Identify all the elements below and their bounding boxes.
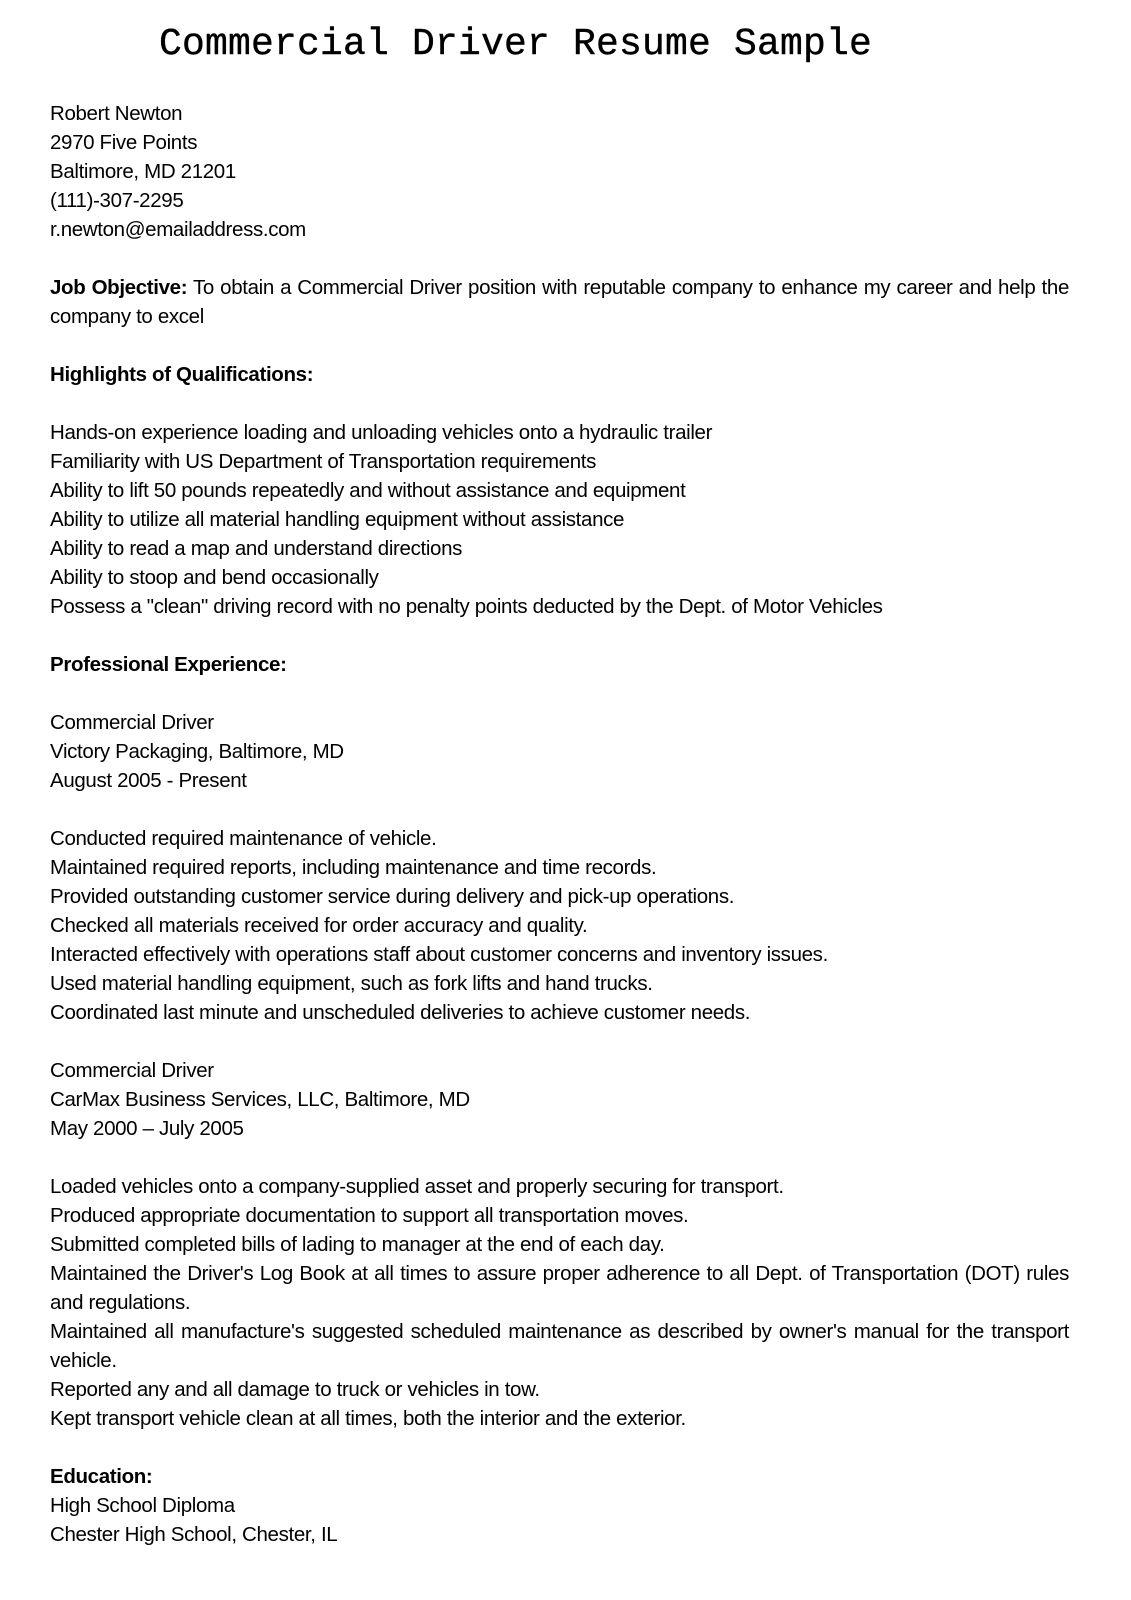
job-company: Victory Packaging, Baltimore, MD <box>50 740 344 763</box>
contact-line: (111)-307-2295 <box>50 189 184 212</box>
qualifications-list <box>50 418 1069 621</box>
job-title: Commercial Driver <box>50 711 214 734</box>
job-duty: Reported any and all damage to truck or vehicles in tow. <box>50 1378 540 1401</box>
job-duty: Submitted completed bills of lading to manager at the end of each day. <box>50 1233 665 1256</box>
qualification-item: Possess a "clean" driving record with no penalty points deducted by the Dept. of Motor Vehicles <box>50 595 883 618</box>
contact-block <box>50 99 1069 244</box>
qualification-item: Hands-on experience loading and unloading vehicles onto a hydraulic trailer <box>50 421 713 444</box>
education-item: High School Diploma <box>50 1494 235 1517</box>
experience-heading <box>50 650 1069 679</box>
job-duty: Conducted required maintenance of vehicle. <box>50 827 437 850</box>
document-title: Commercial Driver Resume Sample <box>158 23 873 66</box>
qualification-item: Familiarity with US Department of Transportation requirements <box>50 450 597 473</box>
job-duty: Coordinated last minute and unscheduled deliveries to achieve customer needs. <box>50 1001 751 1024</box>
qualifications-heading <box>50 360 1069 389</box>
qualification-item: Ability to utilize all material handling equipment without assistance <box>50 508 625 531</box>
job-duty: Produced appropriate documentation to support all transportation moves. <box>50 1204 689 1227</box>
job-duty: Used material handling equipment, such as fork lifts and hand trucks. <box>50 972 653 995</box>
education-heading <box>50 1462 1069 1491</box>
job-duty: Loaded vehicles onto a company-supplied asset and properly securing for transport. <box>50 1175 784 1198</box>
education-item: Chester High School, Chester, IL <box>50 1523 338 1546</box>
job-entry <box>50 1056 1069 1433</box>
qualification-item: Ability to read a map and understand directions <box>50 537 463 560</box>
job-duty: Maintained required reports, including maintenance and time records. <box>50 856 657 879</box>
job-dates: August 2005 - Present <box>50 769 247 792</box>
resume-body <box>50 99 1069 1549</box>
job-duty: Provided outstanding customer service during delivery and pick-up operations. <box>50 885 735 908</box>
education-list <box>50 1491 1069 1549</box>
job-duty: Maintained the Driver's Log Book at all times to assure proper adherence to all Dept. of Transportation (DOT) rules and regulations. <box>50 1262 1069 1314</box>
qualification-item: Ability to lift 50 pounds repeatedly and without assistance and equipment <box>50 479 686 502</box>
experience-heading-text: Professional Experience: <box>50 653 287 676</box>
job-duty: Kept transport vehicle clean at all times, both the interior and the exterior. <box>50 1407 686 1430</box>
job-duty: Checked all materials received for order accuracy and quality. <box>50 914 588 937</box>
objective-text: To obtain a Commercial Driver position with reputable company to enhance my career and help the company to excel <box>50 276 1069 328</box>
job-dates: May 2000 – July 2005 <box>50 1117 244 1140</box>
job-objective <box>50 273 1069 331</box>
contact-line: Robert Newton <box>50 102 183 125</box>
contact-line: r.newton@emailaddress.com <box>50 218 306 241</box>
jobs-list <box>50 708 1069 1433</box>
job-entry <box>50 708 1069 1027</box>
contact-line: 2970 Five Points <box>50 131 198 154</box>
job-duty: Maintained all manufacture's suggested scheduled maintenance as described by owner's manual for the transport vehicle. <box>50 1320 1069 1372</box>
job-title: Commercial Driver <box>50 1059 214 1082</box>
objective-label: Job Objective: <box>50 276 188 299</box>
job-company: CarMax Business Services, LLC, Baltimore, MD <box>50 1088 470 1111</box>
qualifications-heading-text: Highlights of Qualifications: <box>50 363 314 386</box>
qualification-item: Ability to stoop and bend occasionally <box>50 566 379 589</box>
contact-line: Baltimore, MD 21201 <box>50 160 236 183</box>
education-heading-text: Education: <box>50 1465 153 1488</box>
job-duty: Interacted effectively with operations staff about customer concerns and inventory issues. <box>50 943 828 966</box>
